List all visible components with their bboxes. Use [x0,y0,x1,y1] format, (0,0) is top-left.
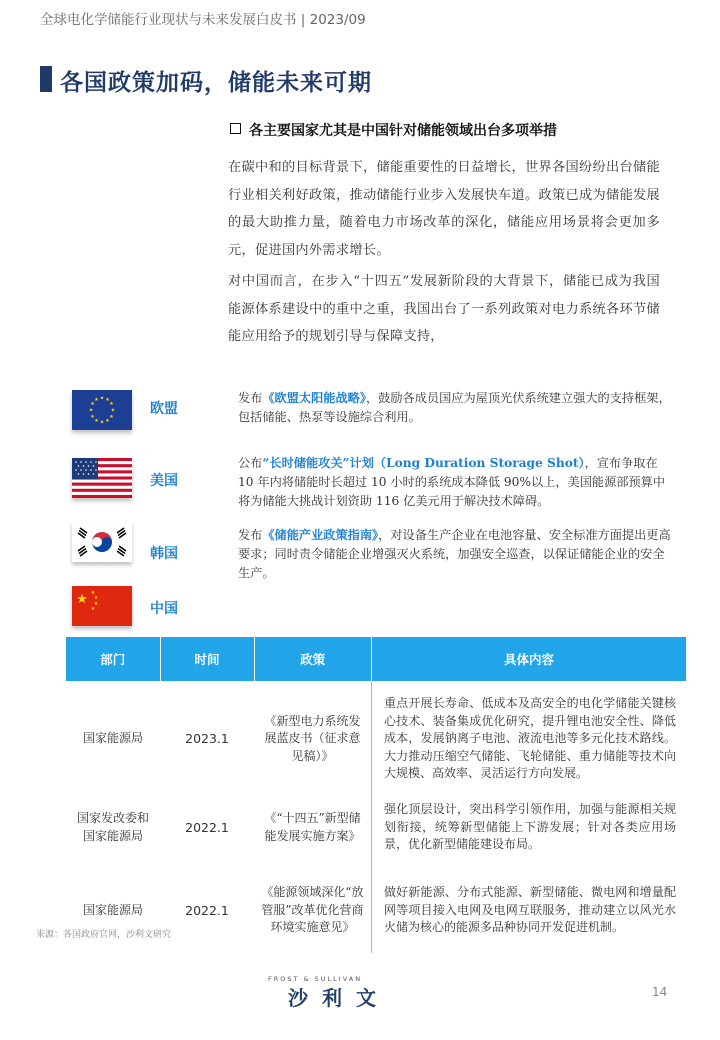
us-policy-description [238,454,676,511]
column-header-content: 具体内容 [372,637,687,681]
source-note: 来源：各国政府官网，沙利文研究 [36,930,172,940]
us-policy-text: ，宣布争取在 10 年内将储能时长超过 10 小时的系统成本降低 90%以上，美国能源部预算中将为储能大挑战计划资助 116 亿美元用于解决技术障碍。 [238,456,666,508]
eu-policy-prefix: 发布 [238,391,263,405]
country-label-kr: 韩国 [150,546,178,562]
eu-policy-text: ，鼓励各成员国应为屋顶光伏系统建立强大的支持框架，包括储能、热泵等设施综合利用。 [238,391,671,424]
svg-text:★: ★ [76,592,88,607]
eu-policy-highlight: 《欧盟太阳能战略》 [262,391,366,405]
svg-text:★: ★ [105,397,110,403]
cn-flag-icon [72,586,132,626]
country-label-us: 美国 [150,473,178,489]
country-label-cn: 中国 [150,601,178,617]
kr-policy-prefix: 发布 [238,528,263,542]
eu-policy-description [238,389,676,427]
policy-table [66,637,686,953]
svg-text:★: ★ [90,606,96,612]
svg-text:★: ★ [94,418,99,424]
svg-text:★: ★ [109,401,114,407]
table-header-row [66,637,686,681]
document-title: 全球电化学储能行业现状与未来发展白皮书 | 2023/09 [40,12,366,28]
company-logo: 沙利文 [288,986,390,1010]
row-content: 重点开展长寿命、低成本及高安全的电化学储能关键核心技术、装备集成优化研究，提升锂电池安全性、降低成本，发展钠离子电池、液流电池等多元化技术路线。大力推动压缩空气储能、飞轮储能、重力储能等技术向大规模、高效率、灵活运行方向发展。 [372,681,687,787]
row-time: 2022.1 [185,902,229,918]
us-policy-highlight: “长时储能攻关”计划（Long Duration Storage Shot） [262,456,585,470]
checkbox-bullet-icon [230,123,241,134]
us-policy-prefix: 公布 [238,456,263,470]
intro-paragraph-1: 在碳中和的目标背景下，储能重要性的日益增长，世界各国纷纷出台储能行业相关利好政策，推动储能行业步入发展快车道。政策已成为储能发展的最大助推力量，随着电力市场改革的深化，储能应用场景将会更加多元，促进国内外需求增长。 [228,160,660,258]
kr-policy-highlight: 《储能产业政策指南》 [262,528,379,542]
us-flag-icon [72,458,132,498]
page-title: 各国政策加码，储能未来可期 [60,70,372,96]
company-logo-subtitle: FROST & SULLIVAN [268,975,363,983]
column-header-time: 时间 [160,637,254,681]
section-heading [230,120,557,140]
svg-text:★: ★ [90,414,95,420]
kr-policy-description [238,526,676,583]
svg-text:★: ★ [88,407,94,414]
country-label-eu: 欧盟 [150,401,178,417]
svg-text:★: ★ [90,401,95,407]
svg-text:★: ★ [109,414,114,420]
svg-text:★: ★ [105,418,110,424]
kr-policy-text: ，对设备生产企业在电池容量、安全标准方面提出更高要求；同时责令储能企业增强灭火系统，加强安全巡查，以保证储能企业的安全生产。 [238,528,671,580]
table-row [66,681,686,787]
svg-text:★: ★ [93,601,99,607]
kr-flag-icon [72,522,132,562]
svg-text:★: ★ [93,595,99,601]
table-row [66,787,686,869]
svg-text:★: ★ [110,407,116,414]
column-header-dept: 部门 [66,637,160,681]
row-dept: 国家能源局 [82,731,143,745]
row-policy: 《能源领域深化“放管服”改革优化营商环境实施意见》 [261,885,364,935]
row-dept: 国家发改委和国家能源局 [76,811,149,843]
title-accent-bar [40,66,52,92]
page-number: 14 [652,985,668,999]
row-policy: 《“十四五”新型储能发展实施方案》 [264,811,361,843]
column-header-policy: 政策 [254,637,372,681]
intro-paragraph-2: 对中国而言，在步入“十四五”发展新阶段的大背景下，储能已成为我国能源体系建设中的重中之重，我国出台了一系列政策对电力系统各环节储能应用给予的规划引导与保障支持， [228,274,660,344]
row-content: 强化顶层设计，突出科学引领作用，加强与能源相关规划衔接，统筹新型储能上下游发展；针对各类应用场景，优化新型储能建设布局。 [372,787,687,869]
row-time: 2023.1 [185,731,229,746]
section-heading-text: 各主要国家尤其是中国针对储能领域出台多项举措 [249,123,557,139]
svg-text:★: ★ [99,419,105,426]
svg-text:★: ★ [94,397,99,403]
svg-text:★: ★ [99,395,105,402]
row-policy: 《新型电力系统发展蓝皮书（征求意见稿）》 [264,713,361,763]
row-content: 做好新能源、分布式能源、新型储能、微电网和增量配网等项目接入电网及电网互联服务，推动建立以风光水火储为核心的能源多品种协同开发促进机制。 [372,869,687,953]
row-time: 2022.1 [185,819,229,835]
eu-flag-icon [72,390,132,430]
row-dept: 国家能源局 [82,902,143,917]
svg-text:★: ★ [90,590,96,596]
